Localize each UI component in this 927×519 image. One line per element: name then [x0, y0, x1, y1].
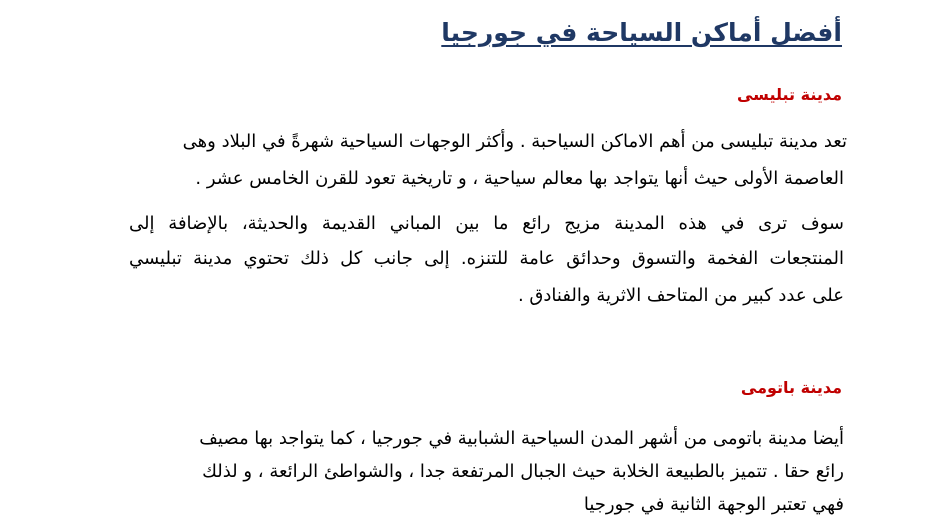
paragraph-line: على عدد كبير من المتاحف الاثرية والفنادق . [517, 285, 844, 306]
paragraph-line: المنتجعات الفخمة والتسوق وحدائق عامة للتنزه. إلى جانب كل ذلك تحتوي مدينة تبليسي [129, 248, 844, 269]
paragraph-line: رائع حقا . تتميز بالطبيعة الخلابة حيث الجبال المرتفعة جدا ، والشواطئ الرائعة ، و لذلك [202, 461, 844, 482]
paragraph-line: فهي تعتبر الوجهة الثانية في جورجيا [583, 494, 844, 515]
paragraph-line: العاصمة الأولى حيث أنها يتواجد بها معالم سياحية ، و تاريخية تعود للقرن الخامس عشر . [195, 168, 844, 189]
page-title: أفضل أماكن السياحة في جورجيا [441, 18, 842, 47]
paragraph-line: أيضا مدينة باتومى من أشهر المدن السياحية الشبابية في جورجيا ، كما يتواجد بها مصيف [199, 428, 844, 449]
paragraph-line: تعد مدينة تبليسى من أهم الاماكن السياحبة . وأكثر الوجهات السياحية شهرةً في البلاد وهى [182, 131, 847, 152]
section-heading-tbilisi: مدينة تبليسى [736, 85, 842, 104]
paragraph-line: سوف ترى في هذه المدينة مزيج رائع ما بين المباني القديمة والحديثة، بالإضافة إلى [129, 213, 844, 234]
section-heading-batumi: مدينة باتومى [740, 378, 842, 397]
